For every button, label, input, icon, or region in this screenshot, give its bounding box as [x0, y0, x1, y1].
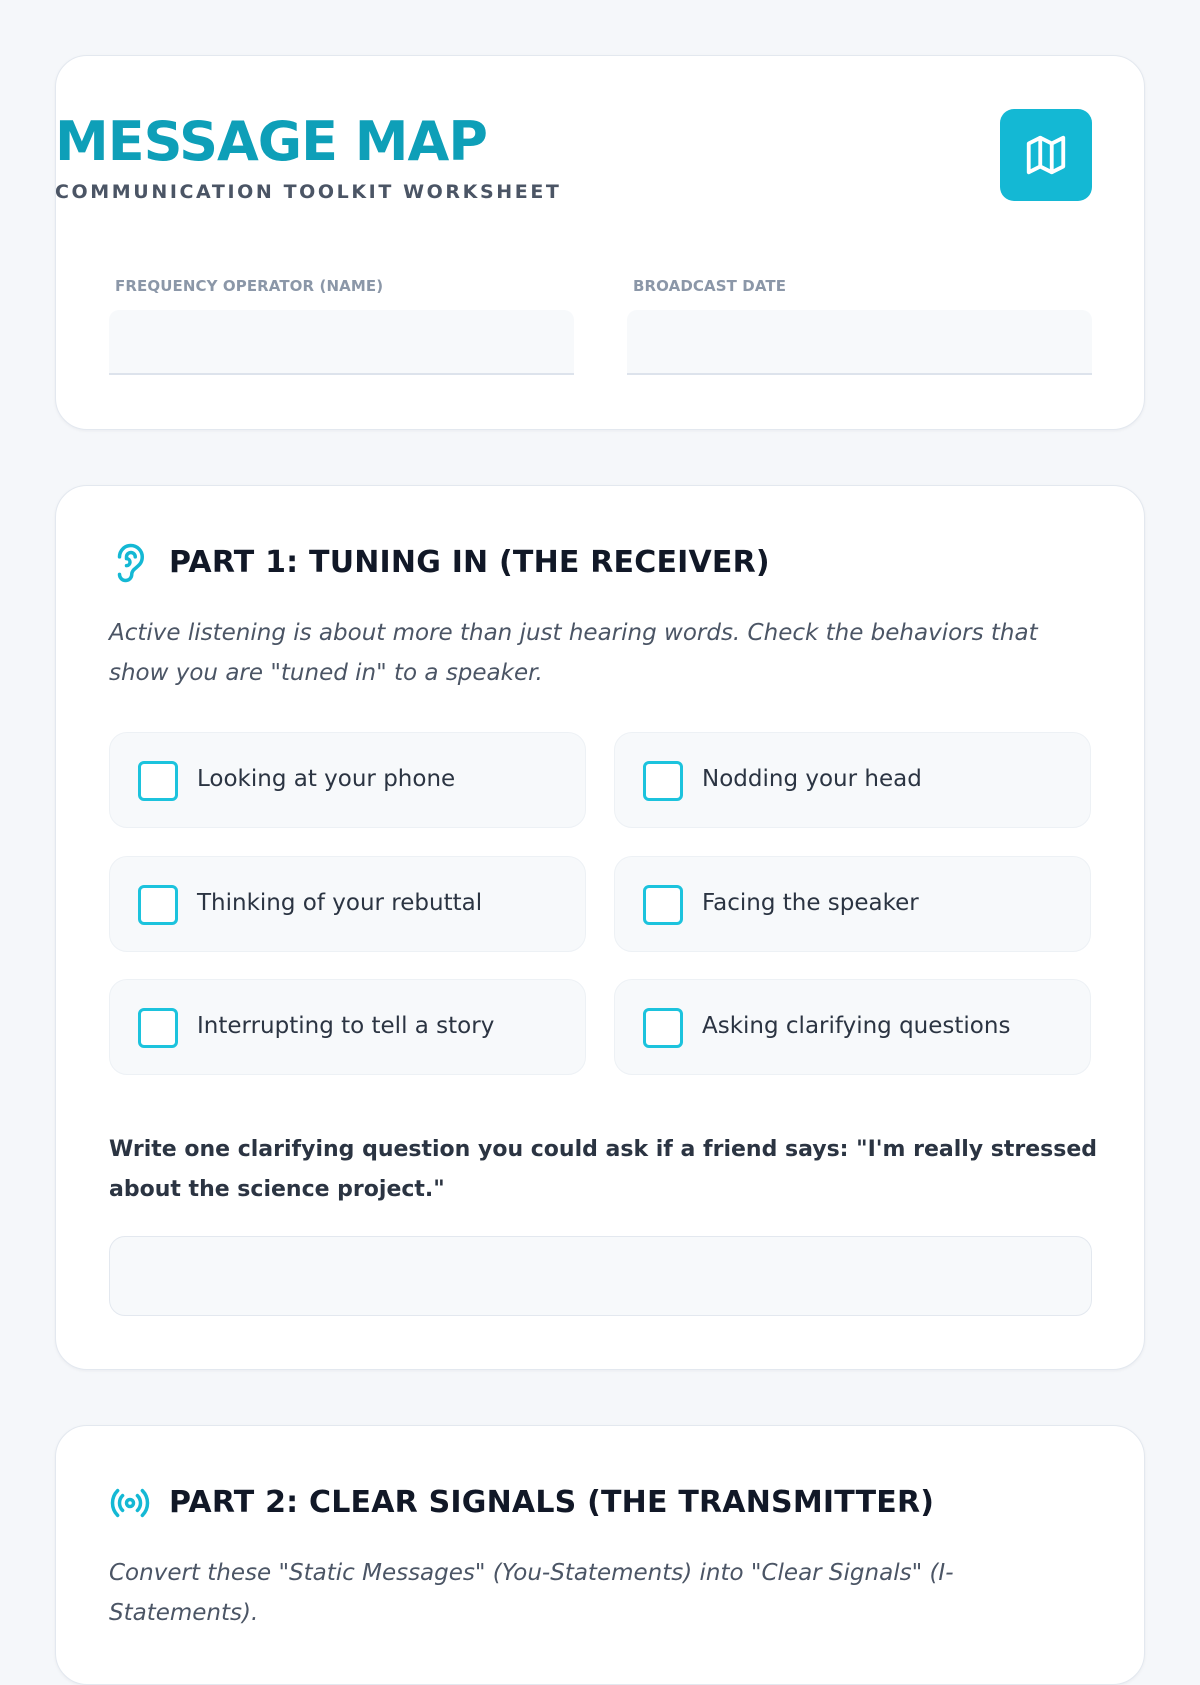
checklist-item-label: Interrupting to tell a story [197, 1013, 495, 1039]
clarifying-question-prompt: Write one clarifying question you could ask if a friend says: "I'm really stressed about the science project." [109, 1137, 1098, 1202]
part2-title: PART 2: CLEAR SIGNALS (THE TRANSMITTER) [169, 1485, 935, 1520]
map-icon [1023, 132, 1069, 178]
part2-intro: Convert these "Static Messages" (You-Statements) into "Clear Signals" (I-Statements). [109, 1560, 954, 1626]
checklist-item-label: Nodding your head [702, 766, 922, 792]
checklist-item[interactable] [109, 732, 586, 828]
broadcast-icon [109, 1482, 151, 1524]
operator-name-field[interactable] [109, 310, 574, 375]
checkbox[interactable] [643, 1008, 683, 1048]
part1-intro: Active listening is about more than just hearing words. Check the behaviors that show you are "tuned in" to a speaker. [109, 620, 1038, 686]
page-subtitle: COMMUNICATION TOOLKIT WORKSHEET [55, 181, 562, 203]
checklist-item[interactable] [614, 732, 1091, 828]
map-button[interactable] [1000, 109, 1092, 201]
checkbox[interactable] [643, 761, 683, 801]
ear-icon [109, 542, 151, 584]
broadcast-date-field[interactable] [627, 310, 1092, 375]
checklist-item[interactable] [109, 979, 586, 1075]
checkbox[interactable] [138, 1008, 178, 1048]
checkbox[interactable] [643, 885, 683, 925]
clarifying-question-answer-field[interactable] [109, 1236, 1092, 1316]
checklist-item[interactable] [614, 979, 1091, 1075]
checklist-item-label: Facing the speaker [702, 890, 919, 916]
checklist-item[interactable] [614, 856, 1091, 952]
operator-name-label: FREQUENCY OPERATOR (NAME) [115, 277, 384, 295]
checklist-item-label: Thinking of your rebuttal [197, 890, 483, 916]
broadcast-date-label: BROADCAST DATE [633, 277, 787, 295]
part1-title: PART 1: TUNING IN (THE RECEIVER) [169, 545, 770, 580]
page-title: MESSAGE MAP [55, 110, 487, 173]
checklist-item-label: Asking clarifying questions [702, 1013, 1011, 1039]
checkbox[interactable] [138, 761, 178, 801]
checklist-item[interactable] [109, 856, 586, 952]
checkbox[interactable] [138, 885, 178, 925]
checklist-item-label: Looking at your phone [197, 766, 456, 792]
